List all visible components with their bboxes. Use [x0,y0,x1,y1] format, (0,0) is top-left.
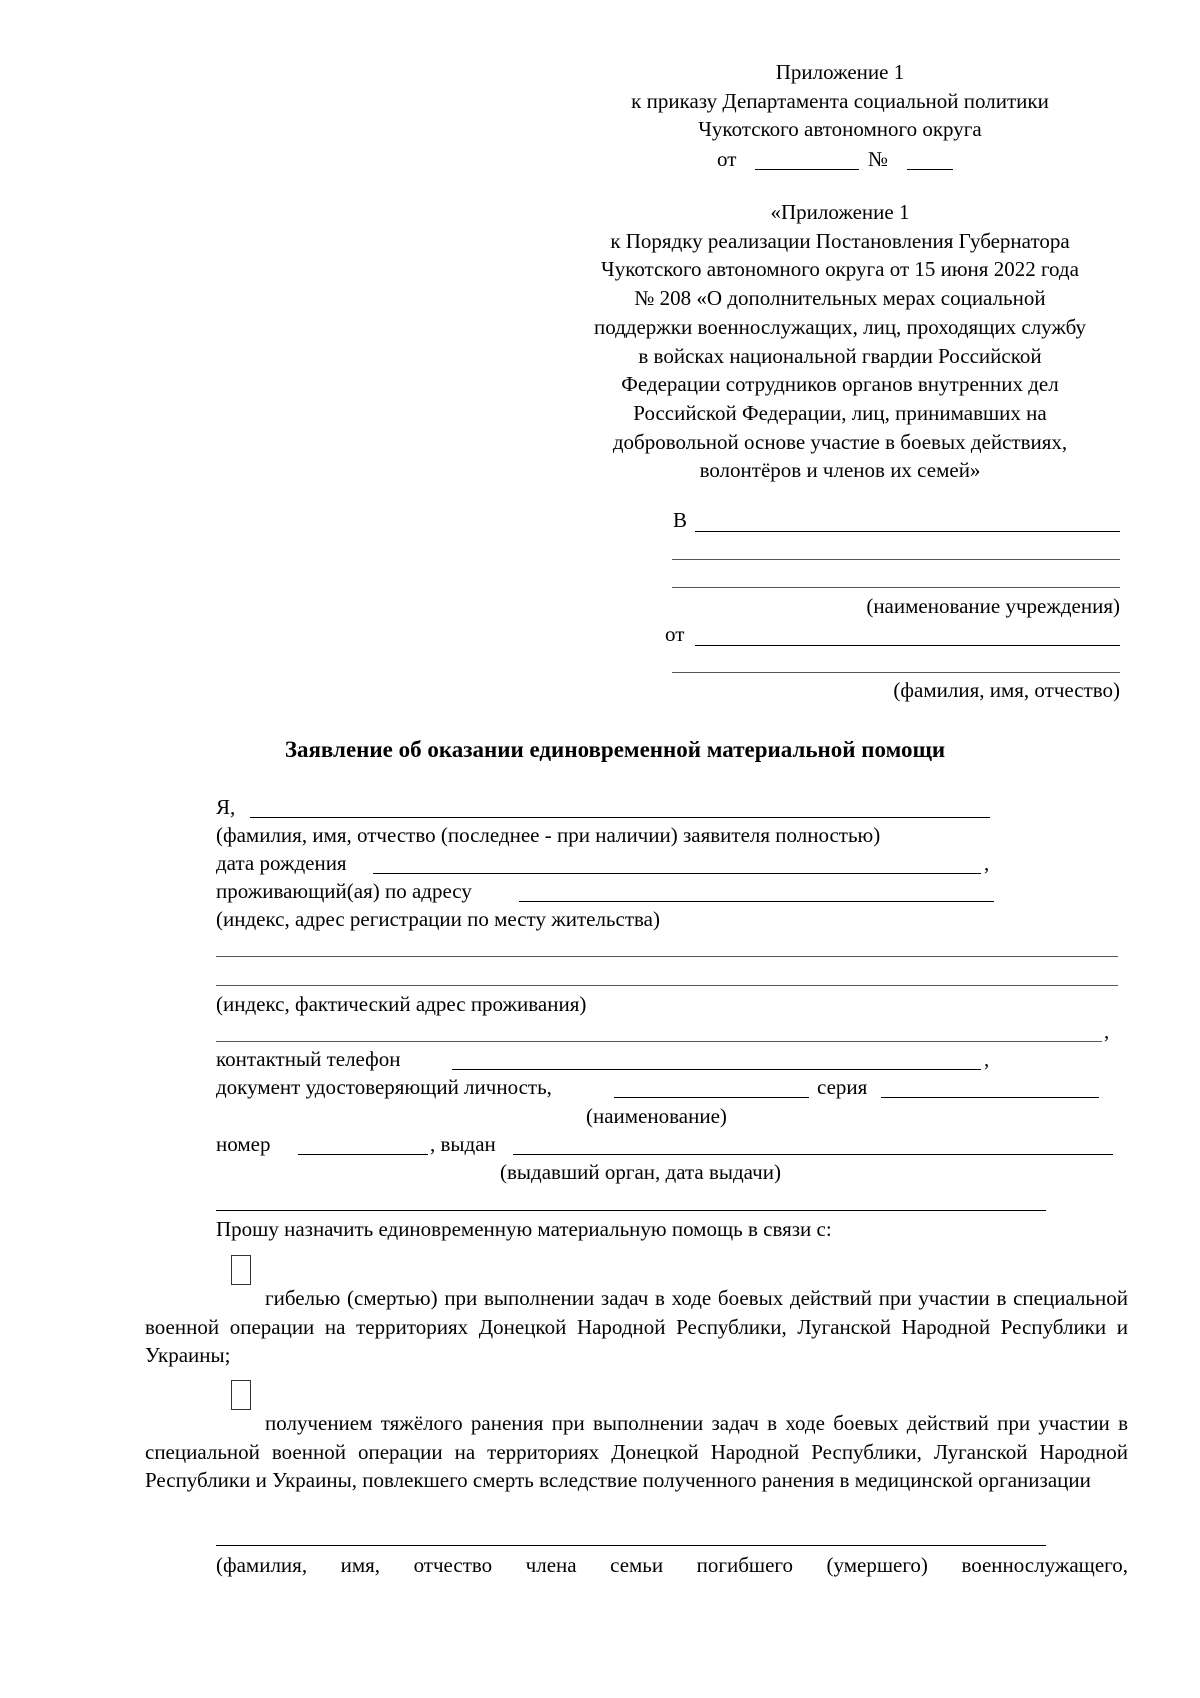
issuer-field[interactable] [513,1154,1113,1155]
registration-address-field-line-2[interactable] [216,985,1118,986]
institution-caption: (наименование учреждения) [866,594,1120,618]
addressee-to-prefix: В [673,508,688,532]
institution-field[interactable] [695,531,1120,532]
quote-line: № 208 «О дополнительных мерах социальной [634,286,1046,311]
quote-line: Федерации сотрудников органов внутренних дел [621,372,1059,397]
id-number-field[interactable] [298,1154,428,1155]
option-wound-label: получением тяжёлого ранения при выполнении задач в ходе боевых действий при участии в специальной военной операции на территориях Донецкой Народной Республики, Луганской Народной Республики и Украины, повлекшего смерть вследствие полученного ранения в медицинской организации [145,1411,1128,1492]
phone-label: контактный телефон [216,1047,401,1071]
option-death-checkbox[interactable] [231,1255,251,1285]
order-number-field[interactable] [907,169,953,170]
option-wound-checkbox[interactable] [231,1380,251,1410]
annex-line-2: к приказу Департамента социальной политики [631,88,1049,113]
phone-field[interactable] [452,1069,981,1070]
quote-line: волонтёров и членов их семей» [699,458,981,483]
quote-line: Чукотского автономного округа от 15 июня 2022 года [601,257,1079,282]
order-date-field[interactable] [755,169,859,170]
issued-label: , выдан [430,1132,496,1156]
addressee-from-prefix: от [665,622,685,646]
actual-address-caption: (индекс, фактический адрес проживания) [216,992,587,1016]
document-title: Заявление об оказании единовременной материальной помощи [284,737,946,762]
applicant-fio-field[interactable] [250,817,990,818]
birth-date-field[interactable] [373,873,981,874]
registration-address-field[interactable] [216,956,1118,957]
id-name-caption: (наименование) [586,1104,727,1128]
birth-date-comma: , [984,851,990,875]
address-label: проживающий(ая) по адресу [216,879,472,903]
annex-line-3: Чукотского автономного округа [698,117,982,142]
actual-address-field[interactable] [216,1041,1102,1042]
series-field[interactable] [881,1097,1099,1098]
family-member-field[interactable] [216,1545,1046,1546]
option-death-text [145,1284,1128,1370]
sender-name-field-line-2[interactable] [672,672,1120,673]
sender-name-field[interactable] [695,645,1120,646]
birth-date-label: дата рождения [216,851,347,875]
institution-field-line-3[interactable] [672,587,1120,588]
quote-line: поддержки военнослужащих, лиц, проходящих службу [593,314,1087,339]
family-member-caption: (фамилия, имя, отчество члена семьи погибшего (умершего) военнослужащего, [216,1553,1128,1577]
institution-field-line-2[interactable] [672,559,1120,560]
id-document-name-field[interactable] [614,1097,809,1098]
annex-line-1: Приложение 1 [775,60,905,84]
annex-quote [510,198,1170,485]
sender-name-caption: (фамилия, имя, отчество) [893,678,1120,702]
order-number-sign: № [868,147,889,171]
quote-line: к Порядку реализации Постановления Губернатора [610,228,1070,253]
id-document-label: документ удостоверяющий личность, [216,1075,552,1099]
applicant-i-prefix: Я, [216,795,236,819]
option-death-label: гибелью (смертью) при выполнении задач в ходе боевых действий при участии в специальной военной операции на территориях Донецкой Народной Республики, Луганской Народной Республики и Украины; [145,1286,1128,1367]
applicant-fio-caption: (фамилия, имя, отчество (последнее - при наличии) заявителя полностью) [216,823,881,847]
quote-line: добровольной основе участие в боевых действиях, [612,429,1068,454]
series-label: серия [817,1075,868,1099]
number-label: номер [216,1132,271,1156]
phone-comma: , [984,1047,990,1071]
order-date-prefix: от [717,147,737,171]
address-field[interactable] [519,901,994,902]
request-text: Прошу назначить единовременную материальную помощь в связи с: [216,1217,832,1241]
quote-line: Российской Федерации, лиц, принимавших на [633,400,1047,425]
quote-line: в войсках национальной гвардии Российской [638,343,1042,368]
option-wound-text [145,1409,1128,1495]
actual-address-comma: , [1104,1019,1110,1043]
issuer-caption: (выдавший орган, дата выдачи) [500,1160,781,1184]
registration-address-caption: (индекс, адрес регистрации по месту жительства) [216,907,660,931]
issuer-field-line-2[interactable] [216,1210,1046,1211]
quote-line: «Приложение 1 [770,200,910,224]
annex-header [510,58,1170,144]
